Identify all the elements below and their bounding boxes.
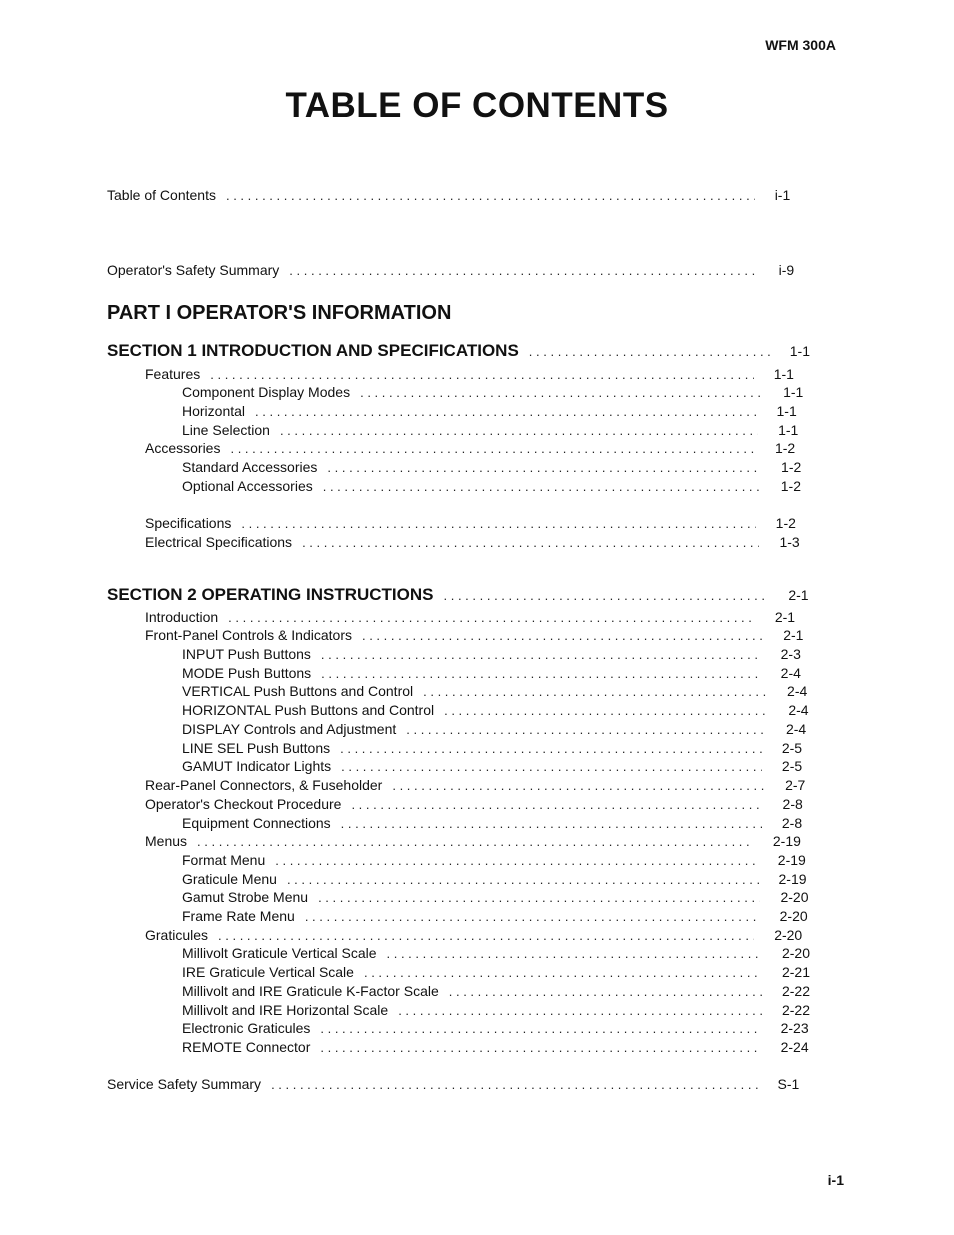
dot-leader: [255, 404, 756, 419]
toc-entry-page: 1-1: [773, 366, 794, 382]
toc-entry-label: Operator's Checkout Procedure: [145, 796, 342, 812]
dot-leader: [392, 778, 765, 793]
toc-entry: [145, 515, 810, 534]
toc-entry: [182, 1039, 810, 1058]
page-title: TABLE OF CONTENTS: [285, 86, 669, 125]
toc-entry: [107, 262, 810, 281]
toc-entry: [182, 1002, 810, 1021]
dot-leader: [444, 703, 768, 718]
dot-leader: [323, 479, 761, 494]
toc-entry: [182, 384, 810, 403]
toc-entry-label: Table of Contents: [107, 187, 216, 203]
toc-entry-page: 2-4: [787, 683, 808, 699]
dot-leader: [341, 816, 762, 831]
toc-entry-page: 2-20: [779, 908, 808, 924]
dot-leader: [321, 647, 761, 662]
toc-entry-page: 2-4: [788, 702, 809, 718]
toc-entry: [145, 627, 810, 646]
toc-entry-label: Horizontal: [182, 403, 246, 419]
toc-entry: [145, 927, 810, 946]
toc-section-heading: [107, 585, 810, 607]
toc-entry-page: 2-19: [777, 852, 806, 868]
toc-entry-page: 2-19: [778, 871, 807, 887]
toc-entry: [145, 609, 810, 628]
toc-entry-page: 2-7: [785, 777, 806, 793]
toc-entry-label: HORIZONTAL Push Buttons and Control: [182, 702, 435, 718]
dot-leader: [321, 666, 760, 681]
toc-entry-page: 2-1: [788, 587, 809, 603]
dot-leader: [364, 965, 762, 980]
toc-entry-label: Millivolt Graticule Vertical Scale: [182, 945, 377, 961]
toc-entry: [182, 1020, 810, 1039]
toc-entry: [182, 758, 810, 777]
toc-entry-page: 1-1: [776, 403, 797, 419]
toc-entry-label: VERTICAL Push Buttons and Control: [182, 683, 414, 699]
toc-entry-page: 2-1: [783, 627, 804, 643]
toc-entry-label: Optional Accessories: [182, 478, 313, 494]
toc-entry-page: 2-8: [782, 796, 803, 812]
toc-entry-page: 2-4: [785, 721, 807, 737]
toc-section-heading: [107, 341, 810, 363]
toc-entry-page: 2-5: [781, 758, 803, 774]
toc-entry: [182, 740, 810, 759]
dot-leader: [302, 535, 759, 550]
toc-entry-label: MODE Push Buttons: [182, 665, 312, 681]
toc-entry-label: Graticule Menu: [182, 871, 277, 887]
toc-entry-page: 2-5: [781, 740, 803, 756]
toc-entry: [107, 1076, 810, 1095]
toc-entry-page: 2-22: [781, 983, 810, 999]
toc-entry-page: 2-20: [781, 945, 810, 961]
toc-entry-label: INPUT Push Buttons: [182, 646, 311, 662]
toc-entry-label: Rear-Panel Connectors, & Fuseholder: [145, 777, 383, 793]
toc-entry-label: Menus: [145, 833, 188, 849]
toc-entry-label: Service Safety Summary: [107, 1076, 262, 1092]
toc-entry: [182, 478, 810, 497]
toc-entry-page: 1-3: [779, 534, 800, 550]
dot-leader: [305, 909, 760, 924]
toc-entry-page: 2-20: [780, 889, 809, 905]
dot-leader: [228, 610, 755, 625]
dot-leader: [398, 1003, 762, 1018]
toc-entry: [182, 646, 810, 665]
toc-entry-page: 2-23: [780, 1020, 809, 1036]
toc-entry: [182, 908, 810, 927]
toc-entry-label: Equipment Connections: [182, 815, 331, 831]
dot-leader: [340, 741, 762, 756]
toc-entry-label: Component Display Modes: [182, 384, 351, 400]
dot-leader: [271, 1077, 757, 1092]
toc-entry-page: i-1: [774, 187, 791, 203]
dot-leader: [197, 834, 753, 849]
dot-leader: [449, 984, 762, 999]
toc-entry-page: S-1: [777, 1076, 800, 1092]
toc-entry-label: Standard Accessories: [182, 459, 318, 475]
toc-entry: [182, 945, 810, 964]
toc-entry-page: 1-2: [775, 515, 796, 531]
toc-entry-label: IRE Graticule Vertical Scale: [182, 964, 354, 980]
toc-entry: [145, 366, 810, 385]
toc-entry-page: 1-1: [778, 422, 799, 438]
toc-entry: [182, 983, 810, 1002]
dot-leader: [351, 797, 762, 812]
toc-entry: [182, 683, 810, 702]
toc-entry-label: Line Selection: [182, 422, 270, 438]
toc-entry-page: 2-8: [781, 815, 803, 831]
dot-leader: [230, 441, 755, 456]
toc-entry-page: 2-21: [781, 964, 810, 980]
dot-leader: [327, 460, 761, 475]
toc-entry-label: Graticules: [145, 927, 209, 943]
toc-entry: [182, 871, 810, 890]
toc-entry-page: 2-3: [780, 646, 801, 662]
toc-entry-label: Front-Panel Controls & Indicators: [145, 627, 352, 643]
toc-entry-page: 2-19: [772, 833, 801, 849]
toc-entry-page: 2-4: [780, 665, 801, 681]
toc-entry-page: 1-1: [783, 384, 804, 400]
dot-leader: [341, 759, 762, 774]
toc-entry-label: Features: [145, 366, 201, 382]
toc-entry-page: 2-22: [781, 1002, 810, 1018]
dot-leader: [320, 1021, 760, 1036]
dot-leader: [218, 928, 754, 943]
toc-entry: [182, 403, 810, 422]
toc-entry-page: 2-24: [780, 1039, 809, 1055]
toc-entry-label: Operator's Safety Summary: [107, 262, 280, 278]
dot-leader: [406, 722, 766, 737]
dot-leader: [280, 423, 758, 438]
toc-entry-label: Introduction: [145, 609, 219, 625]
toc-entry-page: 1-2: [780, 478, 801, 494]
dot-leader: [210, 367, 753, 382]
dot-leader: [275, 853, 758, 868]
footer-page-number: i-1: [827, 1172, 844, 1188]
toc-entry: [182, 852, 810, 871]
toc-entry-page: 2-20: [774, 927, 803, 943]
toc-entry-label: DISPLAY Controls and Adjustment: [182, 721, 397, 737]
toc-entry-label: Frame Rate Menu: [182, 908, 295, 924]
toc-entry-label: Electronic Graticules: [182, 1020, 311, 1036]
dot-leader: [287, 872, 759, 887]
toc-entry-page: 2-1: [774, 609, 796, 625]
toc-entry-label: Format Menu: [182, 852, 266, 868]
toc-entry-label: Millivolt and IRE Horizontal Scale: [182, 1002, 389, 1018]
toc-entry: [145, 796, 810, 815]
toc-entry: [182, 964, 810, 983]
dot-leader: [289, 263, 758, 278]
toc-entry-label: LINE SEL Push Buttons: [182, 740, 331, 756]
toc-entry: [182, 889, 810, 908]
part-title: PART I OPERATOR'S INFORMATION: [107, 302, 452, 324]
toc-entry: [182, 721, 810, 740]
toc-entry-label: Gamut Strobe Menu: [182, 889, 309, 905]
toc-entry: [182, 422, 810, 441]
toc-entry-page: 1-2: [774, 440, 796, 456]
toc-entry-label: Electrical Specifications: [145, 534, 293, 550]
toc-entry-page: 1-2: [781, 459, 802, 475]
toc-entry: [182, 459, 810, 478]
toc-entry: [182, 665, 810, 684]
header-doc-code: WFM 300A: [765, 37, 836, 53]
toc-entry-label: REMOTE Connector: [182, 1039, 311, 1055]
toc-entry: [107, 187, 810, 206]
dot-leader: [362, 628, 763, 643]
dot-leader: [226, 188, 755, 203]
dot-leader: [423, 684, 767, 699]
toc-entry: [145, 534, 810, 553]
toc-entry: [145, 440, 810, 459]
dot-leader: [387, 946, 762, 961]
toc-entry-label: SECTION 2 OPERATING INSTRUCTIONS: [107, 585, 434, 604]
toc-entry-page: 1-1: [789, 343, 810, 359]
dot-leader: [241, 516, 755, 531]
dot-leader: [529, 344, 770, 359]
dot-leader: [320, 1040, 760, 1055]
toc-entry-page: i-9: [778, 262, 795, 278]
toc-entry-label: Millivolt and IRE Graticule K-Factor Scale: [182, 983, 439, 999]
toc-entry: [145, 777, 810, 796]
toc-entry-label: GAMUT Indicator Lights: [182, 758, 332, 774]
toc-entry: [182, 815, 810, 834]
toc-entry-label: Accessories: [145, 440, 221, 456]
dot-leader: [318, 890, 760, 905]
toc-entry: [145, 833, 810, 852]
toc-entry: [182, 702, 810, 721]
dot-leader: [444, 588, 769, 603]
toc-entry-label: Specifications: [145, 515, 232, 531]
toc-entry-label: SECTION 1 INTRODUCTION AND SPECIFICATIONS: [107, 341, 519, 360]
dot-leader: [360, 385, 763, 400]
